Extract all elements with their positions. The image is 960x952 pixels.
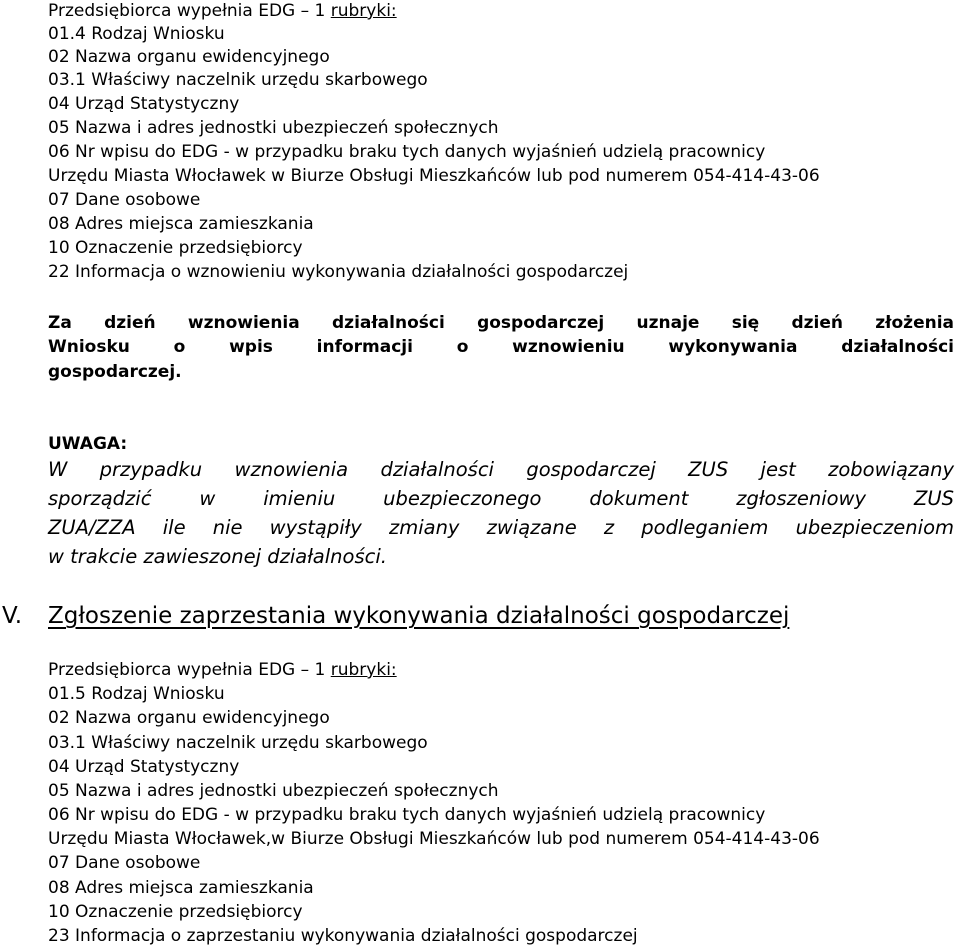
list-item: 22 Informacja o wznowieniu wykonywania działalności gospodarczej bbox=[48, 262, 629, 282]
warning-text-line: sporządzić w imieniu ubezpieczonego dokument zgłoszeniowy ZUS bbox=[48, 487, 954, 510]
list-item: 03.1 Właściwy naczelnik urzędu skarbowego bbox=[48, 733, 428, 753]
intro-text: Przedsiębiorca wypełnia EDG – 1 bbox=[48, 660, 331, 680]
resumption-note-line: Wniosku o wpis informacji o wznowieniu wykonywania działalności bbox=[48, 337, 954, 357]
list-item: 04 Urząd Statystyczny bbox=[48, 757, 240, 777]
intro-line bbox=[48, 660, 397, 680]
list-item: 10 Oznaczenie przedsiębiorcy bbox=[48, 238, 303, 258]
list-item: 06 Nr wpisu do EDG - w przypadku braku tych danych wyjaśnień udzielą pracownicy bbox=[48, 805, 766, 825]
resumption-note-line: Za dzień wznowienia działalności gospodarczej uznaje się dzień złożenia bbox=[48, 313, 954, 333]
rubryki-link[interactable]: rubryki: bbox=[330, 1, 397, 21]
rubryki-link[interactable]: rubryki: bbox=[330, 660, 397, 680]
intro-line bbox=[48, 1, 397, 21]
section-heading bbox=[2, 601, 789, 631]
list-item: 23 Informacja o zaprzestaniu wykonywania działalności gospodarczej bbox=[48, 926, 638, 946]
list-item: 08 Adres miejsca zamieszkania bbox=[48, 214, 314, 234]
list-item: 03.1 Właściwy naczelnik urzędu skarbowego bbox=[48, 70, 428, 90]
list-item: 07 Dane osobowe bbox=[48, 853, 201, 873]
list-item: 10 Oznaczenie przedsiębiorcy bbox=[48, 902, 303, 922]
list-item-continuation: Urzędu Miasta Włocławek w Biurze Obsługi Mieszkańców lub pod numerem 054-414-43-06 bbox=[48, 166, 820, 186]
warning-label: UWAGA: bbox=[48, 434, 128, 454]
list-item: 01.4 Rodzaj Wniosku bbox=[48, 24, 225, 44]
resumption-note-line: gospodarczej. bbox=[48, 362, 182, 382]
list-item: 02 Nazwa organu ewidencyjnego bbox=[48, 47, 330, 67]
warning-text-line: W przypadku wznowienia działalności gospodarczej ZUS jest zobowiązany bbox=[48, 458, 954, 481]
list-item: 01.5 Rodzaj Wniosku bbox=[48, 684, 225, 704]
list-item: 07 Dane osobowe bbox=[48, 190, 201, 210]
list-item: 05 Nazwa i adres jednostki ubezpieczeń społecznych bbox=[48, 781, 499, 801]
list-item: 04 Urząd Statystyczny bbox=[48, 94, 240, 114]
intro-text: Przedsiębiorca wypełnia EDG – 1 bbox=[48, 1, 331, 21]
list-item-continuation: Urzędu Miasta Włocławek,w Biurze Obsługi Mieszkańców lub pod numerem 054-414-43-06 bbox=[48, 829, 820, 849]
list-item: 08 Adres miejsca zamieszkania bbox=[48, 878, 314, 898]
warning-text-line: w trakcie zawieszonej działalności. bbox=[48, 545, 387, 568]
list-item: 06 Nr wpisu do EDG - w przypadku braku tych danych wyjaśnień udzielą pracownicy bbox=[48, 142, 766, 162]
section-number: V. bbox=[2, 603, 23, 629]
section-title: Zgłoszenie zaprzestania wykonywania działalności gospodarczej bbox=[48, 603, 790, 629]
list-item: 05 Nazwa i adres jednostki ubezpieczeń społecznych bbox=[48, 118, 499, 138]
warning-text-line: ZUA/ZZA ile nie wystąpiły zmiany związane z podleganiem ubezpieczeniom bbox=[48, 516, 954, 539]
list-item: 02 Nazwa organu ewidencyjnego bbox=[48, 708, 330, 728]
